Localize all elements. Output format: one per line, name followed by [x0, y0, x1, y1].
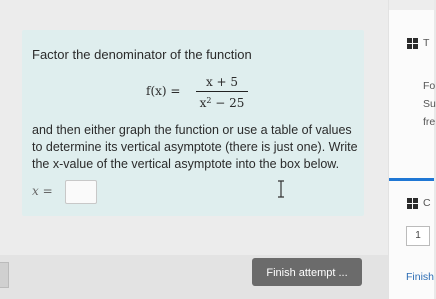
panel-top-stripe	[389, 0, 434, 10]
quiz-nav-label: C	[423, 197, 431, 209]
panel-line-2: Su	[423, 98, 436, 110]
block-grid-icon	[407, 38, 418, 49]
function-denominator	[196, 93, 248, 109]
finish-link[interactable]: Finish	[406, 271, 435, 283]
quiz-nav-grid-icon	[407, 198, 418, 209]
panel-line-1: Fo	[423, 80, 436, 92]
function-lhs: f(x) =	[146, 84, 181, 98]
denominator-base: x	[199, 96, 207, 110]
question-nav-button-1[interactable]: 1	[406, 226, 430, 246]
finish-attempt-button[interactable]: Finish attempt ...	[252, 258, 362, 286]
question-instructions: and then either graph the function or use a table of values to determine its vertical asymptote (there is just one). Write the x-value of the vertical asymptote into the box below.	[32, 123, 358, 171]
function-numerator: x + 5	[205, 75, 239, 89]
quiz-navigation-panel	[388, 0, 434, 299]
answer-input[interactable]	[65, 180, 97, 204]
question-prompt: Factor the denominator of the function	[32, 47, 252, 62]
previous-page-button[interactable]	[0, 262, 9, 288]
question-card	[22, 30, 364, 216]
denominator-exponent: 2	[206, 96, 212, 105]
denominator-rest: − 25	[211, 96, 245, 110]
answer-label: x =	[32, 184, 53, 198]
panel-accent-line	[389, 178, 434, 181]
panel-line-3: fre	[423, 116, 436, 128]
fraction-bar	[196, 91, 248, 92]
panel-top-label: T	[423, 37, 430, 49]
text-cursor-icon	[276, 180, 286, 198]
function-fraction	[196, 74, 248, 109]
